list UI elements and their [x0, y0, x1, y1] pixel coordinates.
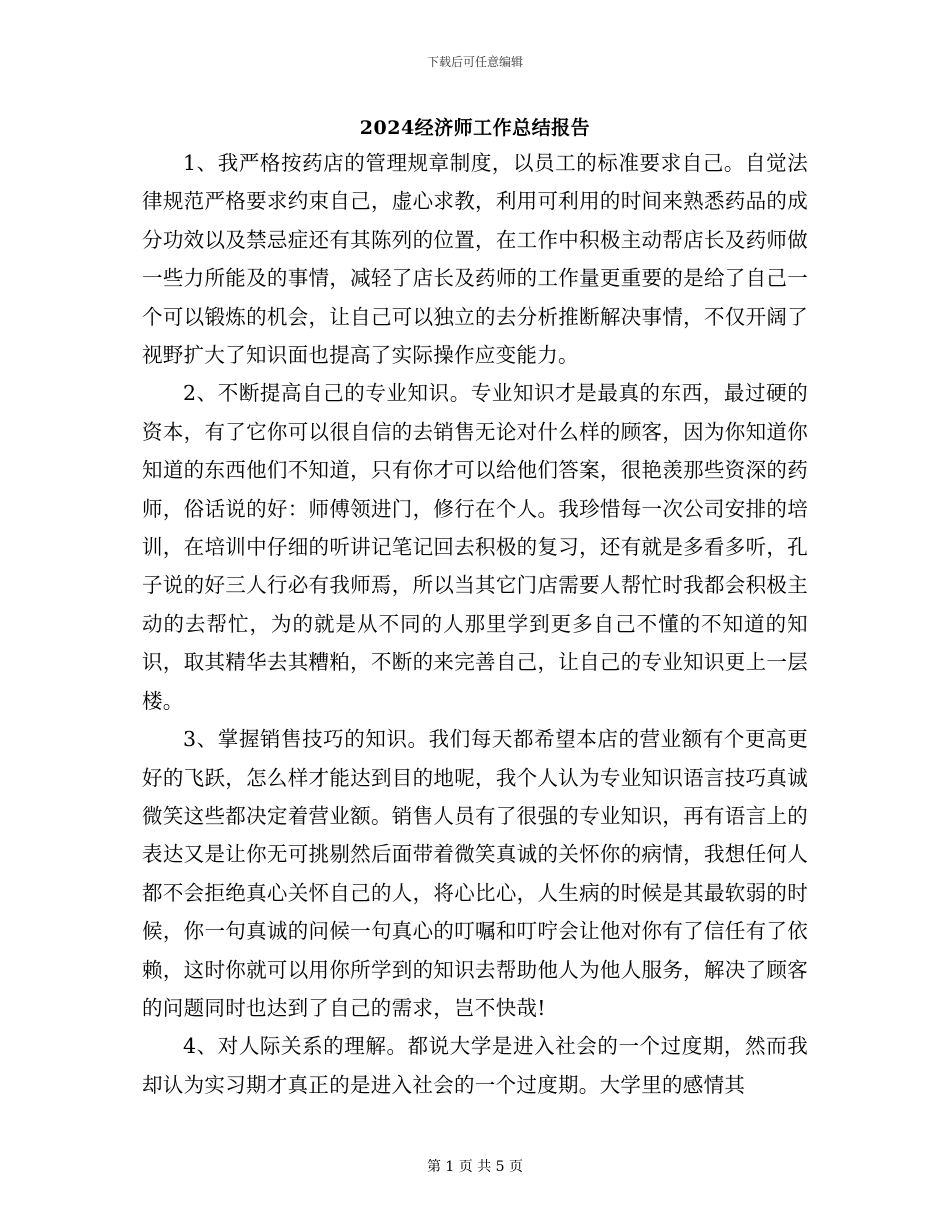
paragraph-4: 4、对人际关系的理解。都说大学是进入社会的一个过度期，然而我却认为实习期才真正的是进入社会的一个过度期。大学里的感情其 [142, 1034, 808, 1097]
paragraph-2: 2、不断提高自己的专业知识。专业知识才是最真的东西，最过硬的资本，有了它你可以很自信的去销售无论对什么样的顾客，因为你知道你知道的东西他们不知道，只有你才可以给他们答案，很艳羡那些资深的药师，俗话说的好：师傅领进门，修行在个人。我珍惜每一次公司安排的培训，在培训中仔细的听讲记笔记回去积极的复习，还有就是多看多听，孔子说的好三人行必有我师焉，所以当其它门店需要人帮忙时我都会积极主动的去帮忙，为的就是从不同的人那里学到更多自己不懂的不知道的知识，取其精华去其糟粕，不断的来完善自己，让自己的专业知识更上一层楼。 [142, 381, 808, 713]
page-number-footer: 第 1 页 共 5 页 [426, 1159, 524, 1175]
document-body [142, 144, 808, 1104]
page-header-note: 下载后可任意编辑 [426, 55, 523, 69]
paragraph-1: 1、我严格按药店的管理规章制度，以员工的标准要求自己。自觉法律规范严格要求约束自己，虚心求教，利用可利用的时间来熟悉药品的成分功效以及禁忌症还有其陈列的位置，在工作中积极主动帮店长及药师做一些力所能及的事情，减轻了店长及药师的工作量更重要的是给了自己一个可以锻炼的机会，让自己可以独立的去分析推断解决事情，不仅开阔了视野扩大了知识面也提高了实际操作应变能力。 [142, 151, 808, 368]
paragraph-3: 3、掌握销售技巧的知识。我们每天都希望本店的营业额有个更高更好的飞跃，怎么样才能达到目的地呢，我个人认为专业知识语言技巧真诚微笑这些都决定着营业额。销售人员有了很强的专业知识，再有语言上的表达又是让你无可挑剔然后面带着微笑真诚的关怀你的病情，我想任何人都不会拒绝真心关怀自己的人，将心比心，人生病的时候是其最软弱的时候，你一句真诚的问候一句真心的叮嘱和叮咛会让他对你有了信任有了依赖，这时你就可以用你所学到的知识去帮助他人为他人服务，解决了顾客的问题同时也达到了自己的需求，岂不快哉! [142, 727, 808, 1020]
document-title: 2024经济师工作总结报告 [359, 117, 591, 139]
